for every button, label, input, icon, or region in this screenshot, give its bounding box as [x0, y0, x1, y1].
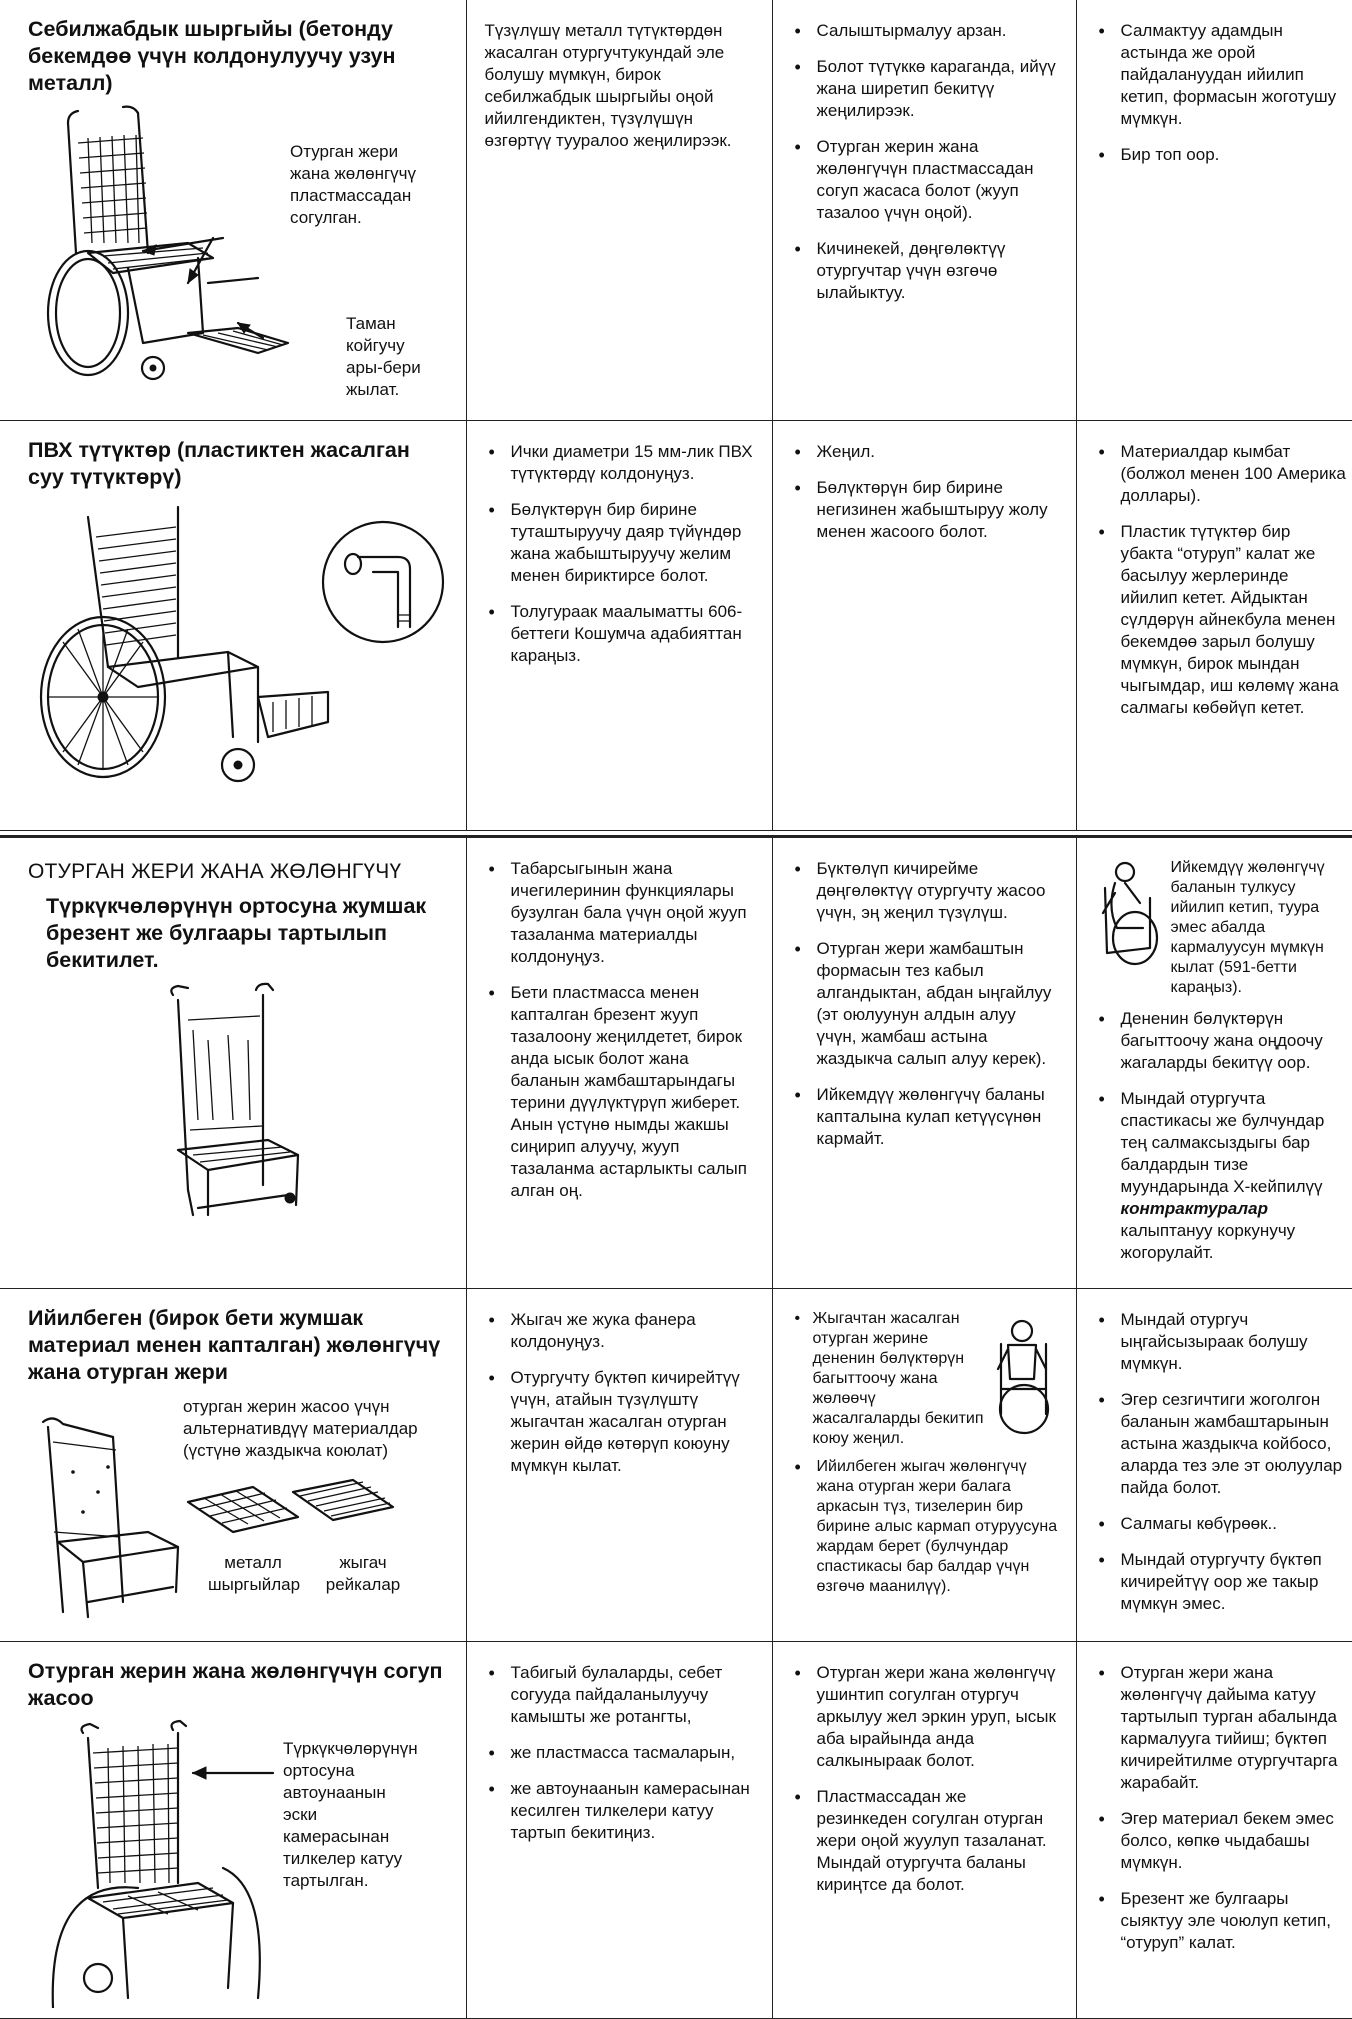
list-item: • Ички диаметри 15 мм-лик ПВХ түтүктөрдү колдонуңуз.	[485, 441, 754, 485]
list-item: • Салыштырмалуу арзан.	[791, 20, 1058, 42]
material-cell	[0, 420, 466, 830]
pvc-wheelchair-illustration	[28, 497, 448, 797]
material-cell	[0, 0, 466, 420]
list-item: • Пластик түтүктөр бир убакта “отуруп” калат же басылуу жерлеринде ийилип кетет. Айдыктан сүлдөрүн айнекбула менен бекемдөө зарыл болушу мүмкүн, бирок мындан чыгымдар, иш көлөмү жана салмагы көбөйүп кетет.	[1095, 521, 1347, 719]
disadvantages-cell	[1076, 420, 1352, 830]
materials-table-seats	[0, 835, 1352, 2019]
row-title: Ийилбеген (бирок бети жумшак материал менен капталган) жөлөнгүчү жана отурган жери	[28, 1306, 441, 1384]
method-cell	[466, 0, 772, 420]
metal-label: металл шыргыйлар	[208, 1553, 301, 1594]
woven-caption: Түркүкчөлөрүнүн ортосуна автоунаанын эски камерасынан тилкелер катуу тартылган.	[283, 1739, 418, 1890]
footrest-caption: Таман койгучу ары-бери жылат.	[346, 314, 421, 399]
list-item: • Отурган жери жана жөлөнгүчү дайыма катуу тартылып турган абалында кармалууга тийиш; бүктөп кичирейтилме отургучтарга жарабайт.	[1095, 1662, 1347, 1794]
emphasis-term: контрактуралар	[1120, 1199, 1268, 1218]
material-cell	[0, 837, 466, 1289]
list-item: • Бир топ оор.	[1095, 144, 1347, 166]
list-item: • Табигый булаларды, себет согууда пайдаланылуучу камышты же ротангты,	[485, 1662, 754, 1728]
table-row	[0, 420, 1352, 830]
list-item: • Мындай отургуч ыңгайсызыраак болушу мүмкүн.	[1095, 1309, 1347, 1375]
advantages-cell	[772, 1642, 1076, 2019]
advantages-list	[791, 20, 1058, 304]
list-item: • Ийкемдүү жөлөнгүчү баланы капталына кулап кетүүсүнөн кармайт.	[791, 1084, 1058, 1150]
wood-label: жыгач рейкалар	[325, 1553, 401, 1594]
disadvantages-list	[1095, 20, 1347, 166]
table-row	[0, 837, 1352, 1289]
row-title: Отурган жерин жана жөлөнгүчүн согуп жасоо	[28, 1659, 443, 1710]
disadvantages-cell	[1076, 1289, 1352, 1642]
bullet-icon: •	[794, 1310, 801, 1327]
list-item: • Отурган жерин жана жөлөнгүчүн пластмассадан согуп жасаса болот (жууп тазалоо үчүн оңой).	[791, 136, 1058, 224]
row-title: ПВХ түтүктөр (пластиктен жасалган суу түтүктөрү)	[28, 437, 410, 489]
seated-child-icon	[986, 1309, 1058, 1439]
list-item: • Мындай отургучту бүктөп кичирейтүү оор же такыр мүмкүн эмес.	[1095, 1549, 1347, 1615]
woven-seat-figure	[28, 1718, 452, 2008]
row-title: Себилжабдык шыргыйы (бетонду бекемдөө үчүн колдонулуучу узун металл)	[28, 17, 396, 95]
method-cell	[466, 420, 772, 830]
rebar-wheelchair-figure	[28, 103, 452, 399]
advantages-cell	[772, 420, 1076, 830]
list-item: • Бети пластмасса менен капталган брезент жууп тазалоону жеңилдетет, бирок анда ысык болот жана баланын жамбаштарындагы терини дүүлүктүрүп жиберет. Анын үстүнө нымды жакшы сиңирип алуучу, жууп тазаланма астарлыкты салып алган оң.	[485, 982, 754, 1202]
list-item: • Салмактуу адамдын астында же орой пайдалануудан ийилип кетип, формасын жоготушу мүмкүн.	[1095, 20, 1347, 130]
list-item: • Салмагы көбүрөөк..	[1095, 1513, 1347, 1535]
list-item: • Толугураак маалыматты 606-беттеги Кошумча адабияттан караңыз.	[485, 601, 754, 667]
list-item: • Жыгач же жука фанера колдонуңуз.	[485, 1309, 754, 1353]
canvas-chair-figure	[28, 980, 452, 1220]
list-item: • Материалдар кымбат (болжол менен 100 Америка доллары).	[1095, 441, 1347, 507]
list-item	[1095, 1088, 1347, 1264]
method-list	[485, 441, 754, 667]
seat-caption: Отурган жери жана жөлөнгүчү пластмассадан согулган.	[290, 142, 417, 227]
method-list	[485, 1309, 754, 1477]
disadvantages-list	[1095, 441, 1347, 719]
materials-table-frames	[0, 0, 1352, 831]
disadvantages-cell	[1076, 1642, 1352, 2019]
list-item: • Отурган жери жана жөлөнгүчү ушинтип согулган отургуч аркылуу жел эркин уруп, ысык аба ырайында анда салкыныраак болот.	[791, 1662, 1058, 1772]
material-cell	[0, 1289, 466, 1642]
method-cell	[466, 837, 772, 1289]
advantages-list	[791, 1457, 1058, 1597]
list-item: • же пластмасса тасмаларын,	[485, 1742, 754, 1764]
note-text: Ийкемдүү жөлөнгүчү баланын тулкусу ийилип кетип, туура эмес абалда кармалуусун мүмкүн кылат (591-бетти караңыз).	[1170, 859, 1325, 996]
list-item-text: калыптануу коркунучу жогорулайт.	[1120, 1221, 1296, 1262]
disadvantages-list	[1095, 1008, 1347, 1264]
material-cell	[0, 1642, 466, 2019]
slumped-child-icon	[1095, 858, 1165, 968]
list-item: • Бөлүктөрүн бир бирине негизинен жабыштыруу жолу менен жасоого болот.	[791, 477, 1058, 543]
list-item-text: Мындай отургучта спастикасы же булчундар тең салмаксыздыгы бар балдардын тизе муундарында Х-кейпилүү	[1120, 1089, 1325, 1196]
advantages-cell	[772, 1289, 1076, 1642]
canvas-chair-illustration	[28, 980, 448, 1220]
method-list	[485, 1662, 754, 1844]
advantages-list	[791, 441, 1058, 543]
list-item: • Ийилбеген жыгач жөлөнгүчү жана отурган жери балага аркасын түз, тизелерин бир бирине алыс кармап отуруусуна жардам берет (булчундар спастикасы бар балдар үчүн өзгөчө маанилүү).	[791, 1457, 1058, 1597]
pvc-wheelchair-figure	[28, 497, 452, 797]
disadvantages-list	[1095, 1309, 1347, 1615]
note-text-body: Жыгачтан жасалган отурган жерине дененин бөлүктөрүн багыттоочу жана жөлөөчү жасалгаларды бекитип коюу жеңил.	[812, 1310, 984, 1447]
row-title: Түркүкчөлөрүнүн ортосуна жумшак брезент же булгаары тартылып бекитилет.	[46, 894, 427, 972]
list-item: • Жеңил.	[791, 441, 1058, 463]
advantages-list	[791, 1662, 1058, 1896]
list-item: • же автоунаанын камерасынан кесилген тилкелери катуу тартып бекитиңиз.	[485, 1778, 754, 1844]
disadvantages-cell	[1076, 837, 1352, 1289]
advantages-cell	[772, 837, 1076, 1289]
alt-materials-caption: отурган жерин жасоо үчүн альтернативдүү материалдар (үстүнө жаздыкча коюлат)	[183, 1397, 418, 1460]
slumped-child-note	[1095, 858, 1347, 998]
rigid-seat-figure	[28, 1392, 452, 1622]
method-list	[485, 858, 754, 1202]
list-item: • Табарсыгынын жана ичегилеринин функциялары бузулган бала үчүн оңой жууп тазаланма материалды колдонуңуз.	[485, 858, 754, 968]
table-row	[0, 0, 1352, 420]
table-row	[0, 1289, 1352, 1642]
method-cell	[466, 1642, 772, 2019]
section-heading: ОТУРГАН ЖЕРИ ЖАНА ЖӨЛӨНГҮЧҮ	[28, 860, 402, 883]
list-item: • Брезент же булгаары сыяктуу эле чоюлуп кетип, “отуруп” калат.	[1095, 1888, 1347, 1954]
list-item: • Болот түтүккө караганда, ийүү жана ширетип бекитүү жеңилирээк.	[791, 56, 1058, 122]
table-row	[0, 1642, 1352, 2019]
list-item: • Пластмассадан же резинкеден согулган отурган жери оңой жуулуп тазаланат. Мындай отургучта баланы кириңтсе да болот.	[791, 1786, 1058, 1896]
note-text	[791, 1309, 986, 1449]
list-item: • Бөлүктөрүн бир бирине туташтыруучу даяр түйүндөр жана жабыштыруучу желим менен бириктирсе болот.	[485, 499, 754, 587]
supports-note	[791, 1309, 1058, 1449]
list-item: • Эгер материал бекем эмес болсо, көпкө чыдабашы мүмкүн.	[1095, 1808, 1347, 1874]
advantages-list	[791, 858, 1058, 1150]
list-item: • Кичинекей, дөңгөлөктүү отургучтар үчүн өзгөчө ылайыктуу.	[791, 238, 1058, 304]
list-item: • Эгер сезгичтиги жоголгон баланын жамбаштарынын астына жаздыкча койбосо, аларда тез эле эт оюлуулар пайда болот.	[1095, 1389, 1347, 1499]
method-text: Түзүлүшү металл түтүктөрдөн жасалган отургучтукундай эле болушу мүмкүн, бирок себилжабдык шыргыйы оңой ийилгендиктен, түзүлүшүн өзгөртүү тууралоо жеңилирээк.	[484, 21, 732, 150]
advantages-cell	[772, 0, 1076, 420]
list-item: • Отургучту бүктөп кичирейтүү үчүн, атайын түзүлүштү жыгачтан жасалган отурган жерин өйдө көтөрүп коюуну мүмкүн кылат.	[485, 1367, 754, 1477]
method-cell	[466, 1289, 772, 1642]
disadvantages-list	[1095, 1662, 1347, 1954]
list-item: • Отурган жери жамбаштын формасын тез кабыл алгандыктан, абдан ыңгайлуу (эт оюлуунун алдын алуу үчүн, жамбаш астына жаздыкча салып алуу керек).	[791, 938, 1058, 1070]
list-item: • Дененин бөлүктөрүн багыттоочу жана оңдоочу жагаларды бекитүү оор.	[1095, 1008, 1347, 1074]
disadvantages-cell	[1076, 0, 1352, 420]
list-item: • Бүктөлүп кичирейме дөңгөлөктүү отургучту жасоо үчүн, эң жеңил түзүлүш.	[791, 858, 1058, 924]
